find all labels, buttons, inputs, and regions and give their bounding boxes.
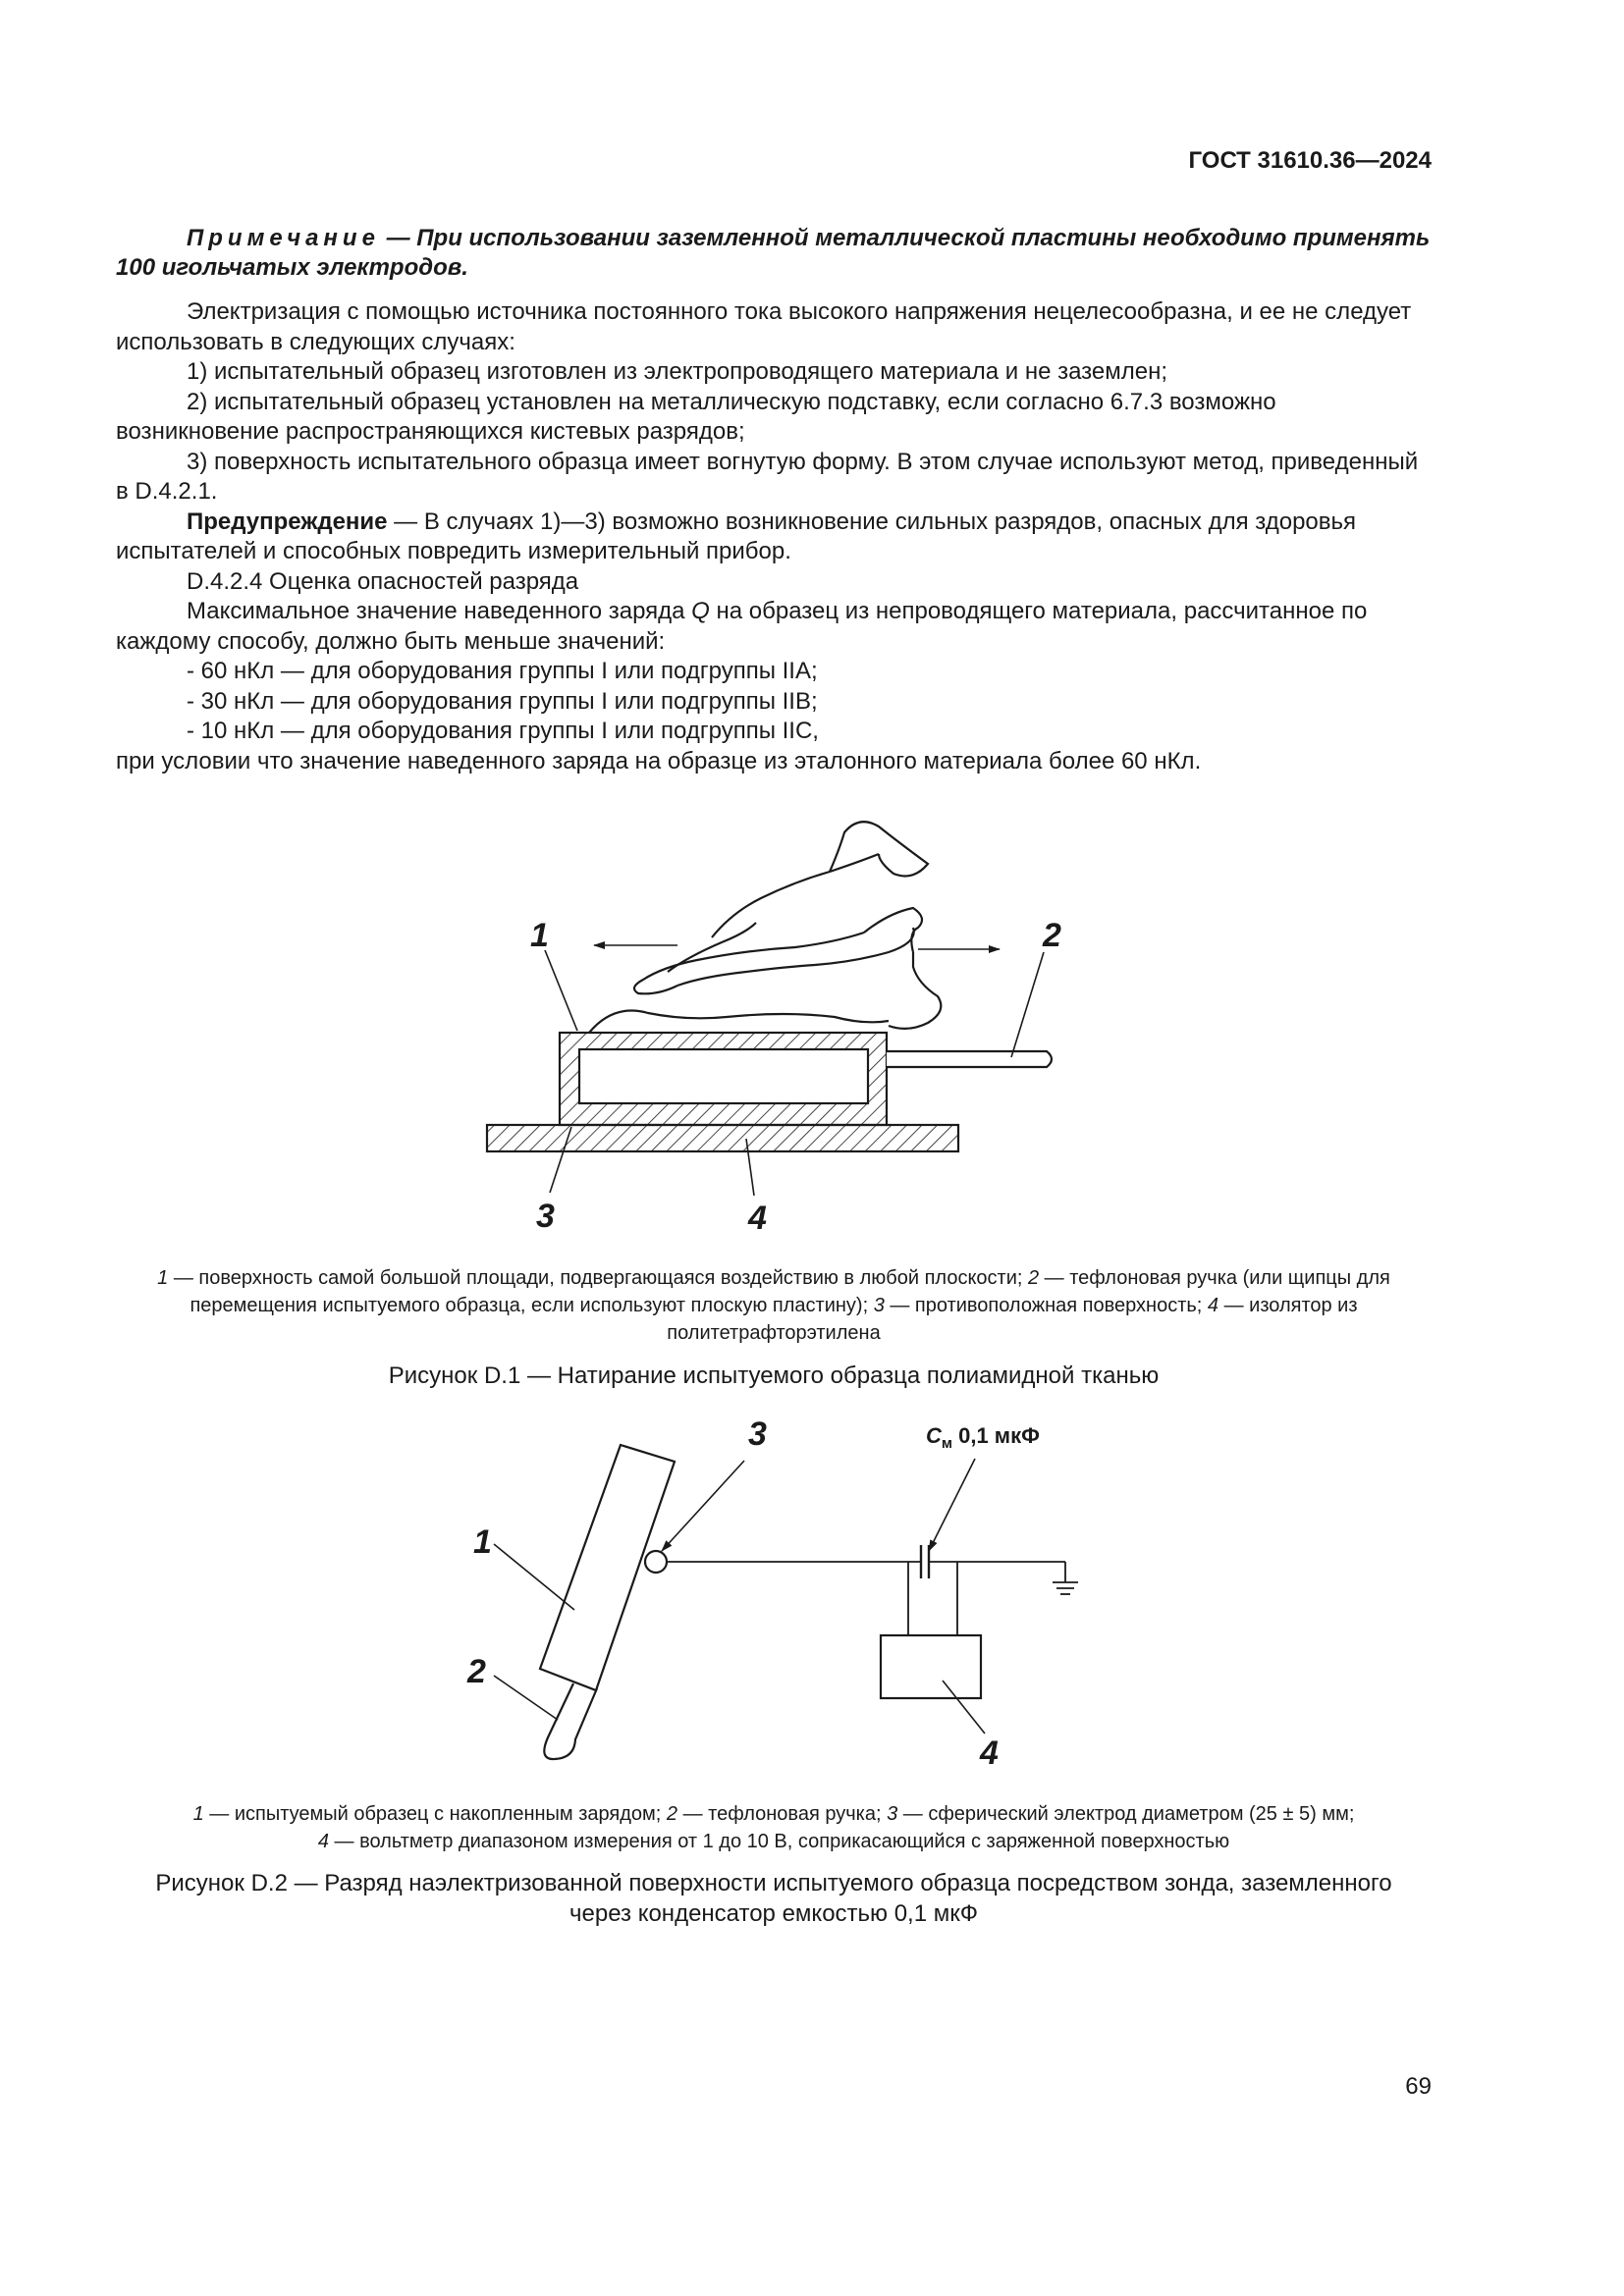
figure-d2-drawing [494,1445,1078,1759]
limit-item-30: - 30 нКл — для оборудования группы I или подгруппы IIB; [187,687,818,715]
figure-d1-legend [116,1264,1432,1347]
fig2-label-2: 2 [467,1653,486,1690]
legend2-text-2: — тефлоновая ручка; [677,1803,888,1825]
fig2-leader-1 [494,1544,574,1610]
leader-2 [1011,952,1044,1057]
hand-finger-mid [815,928,914,965]
cap-subscript: м [941,1435,952,1452]
sample-cavity [579,1049,868,1103]
figure-d2-caption-line-1: Рисунок D.2 — Разряд наэлектризованной поверхности испытуемого образца посредством зонда, заземленного [155,1870,1392,1896]
hand-back [712,854,879,937]
max-charge-after: на образец из непроводящего материала, рассчитанное по каждому способу, должно быть меньше значений: [116,598,1368,655]
fig2-leader-2 [494,1676,558,1720]
page-number: 69 [1405,2073,1432,2100]
figure-d2-caption-line-2: через конденсатор емкостью 0,1 мкФ [569,1900,978,1927]
charge-symbol: Q [691,598,710,624]
legend2-text-4: — вольтметр диапазоном измерения от 1 до 10 В, соприкасающийся с заряженной поверхностью [328,1831,1230,1852]
warning-label: Предупреждение [187,507,388,535]
legend2-num-3: 3 [887,1803,898,1825]
legend2-text-1: — испытуемый образец с накопленным зарядом; [203,1803,667,1825]
leader-1 [545,950,577,1031]
fig2-handle [544,1683,597,1759]
limit-item-10: - 10 нКл — для оборудования группы I или подгруппы IIC, [187,718,819,744]
cap-symbol: C [926,1423,942,1448]
fig2-label-3: 3 [748,1415,767,1453]
legend1-num-1: 1 [157,1267,169,1289]
figure-d1-caption: Рисунок D.1 — Натирание испытуемого образца полиамидной тканью [388,1362,1160,1389]
fig1-label-3: 3 [536,1198,555,1235]
legend2-num-4: 4 [317,1831,329,1852]
legend1-text-3: — противоположная поверхность; [884,1295,1208,1316]
legend2-num-1: 1 [192,1803,204,1825]
note-label: Примечание [187,225,380,251]
fig1-label-2: 2 [1043,917,1061,954]
legend1-text-2: — тефлоновая ручка (или щипцы для перемещения испытуемого образца, если используют плоскую пластину); [189,1267,1390,1316]
figure-d2-caption [116,1868,1432,1929]
fig2-label-1: 1 [473,1523,492,1561]
legend1-text-1: — поверхность самой большой площади, подвергающаяся воздействию в любой плоскости; [168,1267,1028,1289]
note-text: — При использовании заземленной металлической пластины необходимо применять 100 игольчатых электродов. [116,225,1431,281]
legend2-text-3: — сферический электрод диаметром (25 ± 5) мм; [897,1803,1355,1825]
legend1-text-4: — изолятор из политетрафторэтилена [667,1295,1358,1344]
legend2-line-1 [116,1800,1432,1828]
legend1-num-3: 3 [873,1295,885,1316]
fig1-label-1: 1 [530,917,549,954]
fig2-leader-cap [929,1459,975,1551]
fig2-leader-3 [662,1461,744,1551]
cloth [589,1011,889,1034]
fig2-sphere-electrode [645,1551,667,1573]
hand-outline-right [889,952,941,1029]
sleeve-cuff [830,822,928,876]
figure-d2-legend [116,1800,1432,1855]
legend2-num-2: 2 [666,1803,678,1825]
warning-text: — В случаях 1)—3) возможно возникновение сильных разрядов, опасных для здоровья испытателей и способных повредить измерительный прибор. [116,507,1357,564]
max-charge-before: Максимальное значение наведенного заряда [187,598,692,624]
condition-paragraph: при условии что значение наведенного заряда на образце из эталонного материала более 60 нКл. [116,747,1202,774]
section-heading: D.4.2.4 Оценка опасностей разряда [187,567,579,595]
hand-finger-lower-inner [677,965,815,986]
insulator-base [487,1125,958,1151]
case-item-2: 2) испытательный образец установлен на металлическую подставку, если согласно 6.7.3 возможно возникновение распространяющихся кистевых разрядов; [116,388,1276,445]
case-item-1: 1) испытательный образец изготовлен из электропроводящего материала и не заземлен; [187,358,1168,385]
intro-paragraph: Электризация с помощью источника постоянного тока высокого напряжения нецелесообразна, и ее не следует использовать в следующих случаях: [116,298,1412,355]
cap-value: 0,1 мкФ [952,1423,1040,1448]
legend1-num-4: 4 [1207,1295,1219,1316]
fig1-label-4: 4 [748,1200,767,1237]
figure-d1-drawing [487,822,1052,1196]
standard-header: ГОСТ 31610.36—2024 [1188,147,1432,174]
legend2-line-2 [116,1828,1432,1855]
fig2-capacitor-label [926,1423,1040,1452]
fig2-label-4: 4 [980,1735,999,1772]
limit-item-60: - 60 нКл — для оборудования группы I или подгруппы IIA; [187,658,818,684]
case-item-3: 3) поверхность испытательного образца имеет вогнутую форму. В этом случае используют метод, приведенный в D.4.2.1. [116,448,1419,505]
legend1-num-2: 2 [1027,1267,1040,1289]
teflon-handle [887,1051,1052,1067]
fig2-voltmeter [881,1635,981,1698]
